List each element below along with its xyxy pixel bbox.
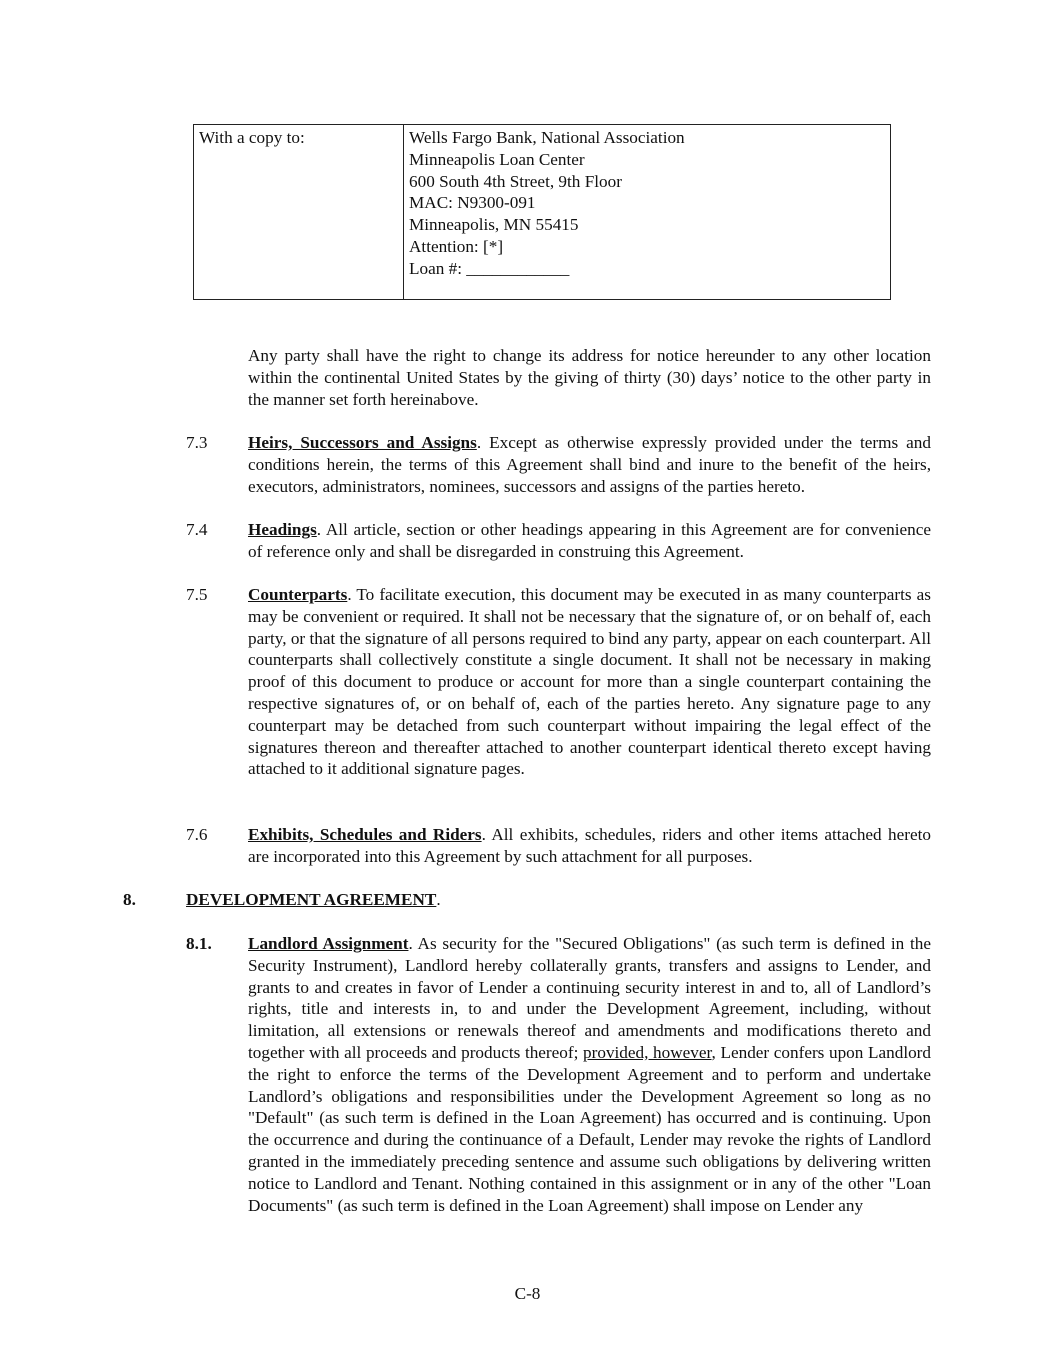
page-number: C-8	[514, 1284, 541, 1303]
section-8-1-paragraph	[248, 933, 931, 1216]
section-8-1-body-part1: . As security for the "Secured Obligations" (as such term is defined in the Security Instrument), Landlord hereby collaterally grants, transfers and assigns to Lender, and grants to and creates in favor of Lender a continuing security interest in and to, all of Landlord’s rights, title and interests in, to and under the Development Agreement, including, without limitation, all extensions or renewals thereof and amendments and modifications thereto and together with all proceeds and products thereof;	[248, 934, 931, 1062]
address-line-center: Minneapolis Loan Center	[409, 149, 585, 169]
notice-change-paragraph: Any party shall have the right to change its address for notice hereunder to any other location within the continental United States by the giving of thirty (30) days’ notice to the other party in the manner set forth hereinabove.	[248, 346, 931, 409]
section-7-6-paragraph	[248, 824, 931, 868]
section-number-7-5: 7.5	[186, 585, 208, 604]
address-line-loan-number: Loan #: ____________	[409, 258, 570, 278]
section-7-4-heading: Headings	[248, 520, 317, 539]
section-7-3-heading: Heirs, Successors and Assigns	[248, 433, 477, 452]
copy-to-address	[404, 125, 891, 300]
section-number-8-1: 8.1.	[186, 934, 212, 953]
section-8-title-text: DEVELOPMENT AGREEMENT	[186, 890, 437, 909]
copy-to-label: With a copy to:	[194, 125, 404, 300]
section-7-3-body: . Except as otherwise expressly provided under the terms and conditions herein, the terms of this Agreement shall bind and inure to the benefit of the heirs, executors, administrators, nominees, successors and assigns of the parties hereto.	[248, 433, 931, 496]
section-number-7-3: 7.3	[186, 433, 208, 452]
section-8-1-heading: Landlord Assignment	[248, 934, 409, 953]
section-8-title	[186, 889, 441, 911]
section-number-8: 8.	[123, 890, 136, 909]
section-7-5-body: . To facilitate execution, this document may be executed in as many counterparts as may be convenient or required. It shall not be necessary that the signature of, or on behalf of, each party, or that the signature of all persons required to bind any party, appear on each counterpart. All counterparts shall collectively constitute a single document. It shall not be necessary in making proof of this document to produce or account for more than a single counterpart containing the respective signatures of, or on behalf of, each of the parties hereto. Any signature page to any counterpart may be detached from such counterpart without impairing the legal effect of the signatures thereon and thereafter attached to another counterpart identical thereto except having attached to it additional signature pages.	[248, 585, 931, 779]
section-7-6-body: . All exhibits, schedules, riders and other items attached hereto are incorporated into this Agreement by such attachment for all purposes.	[248, 825, 931, 866]
address-line-attention: Attention: [*]	[409, 236, 504, 256]
section-7-6-heading: Exhibits, Schedules and Riders	[248, 825, 482, 844]
address-line-city: Minneapolis, MN 55415	[409, 215, 579, 235]
address-line-mac: MAC: N9300-091	[409, 193, 536, 213]
section-8-1-body-part2: , Lender confers upon Landlord the right to enforce the terms of the Development Agreement and to perform and undertake Landlord’s obligations and responsibilities under the Development Agreement so long as no "Default" (as such term is defined in the Loan Agreement) has occurred and is continuing. Upon the occurrence and during the continuance of a Default, Lender may revoke the rights of Landlord granted in the immediately preceding sentence and assume such obligations by delivering written notice to Landlord and Tenant. Nothing contained in this assignment or in any of the other "Loan Documents" (as such term is defined in the Loan Agreement) shall impose on Lender any	[248, 1042, 932, 1215]
section-number-7-4: 7.4	[186, 520, 208, 539]
address-line-street: 600 South 4th Street, 9th Floor	[409, 171, 622, 191]
section-number-7-6: 7.6	[186, 825, 208, 844]
section-7-5-paragraph	[248, 584, 931, 780]
provided-however-phrase: provided, however	[583, 1042, 712, 1062]
address-line-bank: Wells Fargo Bank, National Association	[409, 128, 685, 147]
section-7-4-paragraph	[248, 519, 931, 563]
section-7-5-heading: Counterparts	[248, 585, 348, 604]
section-7-4-body: . All article, section or other headings appearing in this Agreement are for convenience of reference only and shall be disregarded in construing this Agreement.	[248, 520, 931, 561]
section-8-title-suffix: .	[436, 890, 441, 909]
notice-copy-table	[193, 124, 891, 300]
section-7-3-paragraph	[248, 432, 931, 497]
